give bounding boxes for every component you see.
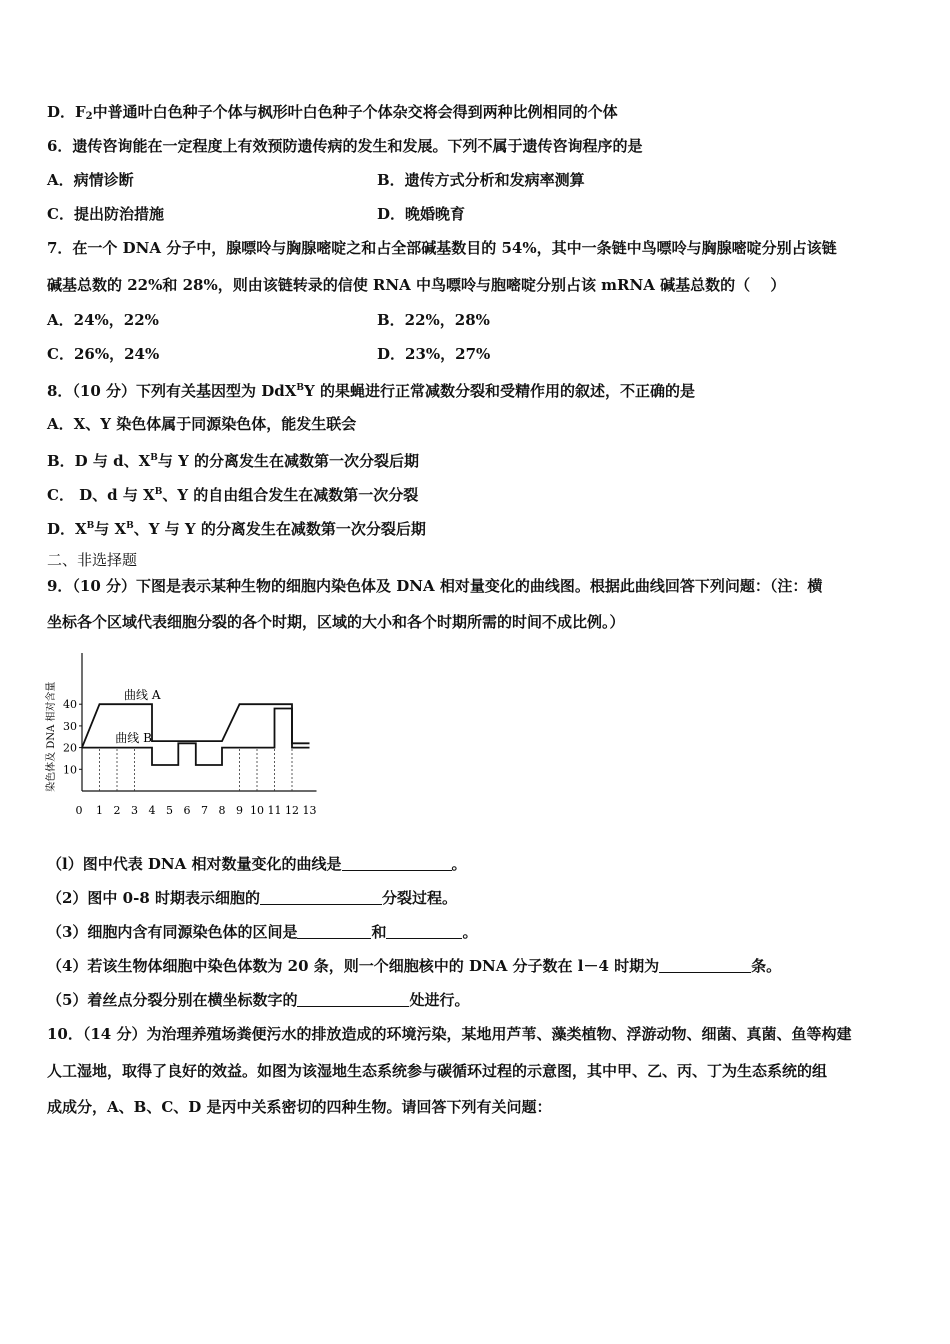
section-heading: 二、非选择题 xyxy=(47,551,138,569)
chromosome-dna-chart xyxy=(40,645,360,820)
y-axis-label: 染色体及 DNA 相对含量 xyxy=(46,681,57,792)
x-tick-label: 3 xyxy=(131,804,138,817)
x-tick-label: 8 xyxy=(218,804,226,817)
x-tick-label: 11 xyxy=(267,804,282,817)
option-8d: D．$X^B$与 $X^B$、Y 与 Y 的分离发生在减数第一次分裂后期 xyxy=(47,520,426,538)
x-tick-label: 7 xyxy=(201,804,208,817)
answer-blank[interactable] xyxy=(386,924,462,939)
x-tick-label: 2 xyxy=(113,804,121,817)
question-9-sub5: （5）着丝点分裂分别在横坐标数字的 处进行。 xyxy=(47,991,470,1009)
option-6d: D．晚婚晚育 xyxy=(377,205,466,223)
question-9-sub4: （4）若该生物体细胞中染色体数为 20 条，则一个细胞核中的 DNA 分子数在 l－4 时期为 条。 xyxy=(47,957,782,975)
option-6c: C．提出防治措施 xyxy=(47,205,164,223)
x-tick-label: 10 xyxy=(250,804,264,817)
x-tick-label: 1 xyxy=(96,804,103,817)
y-tick-label: 40 xyxy=(63,698,77,712)
x-tick-label: 13 xyxy=(302,804,317,817)
series-label-a: 曲线 A xyxy=(124,687,161,702)
option-7b: B．22%，28% xyxy=(377,311,490,329)
question-9-sub2: （2）图中 0-8 时期表示细胞的 分裂过程。 xyxy=(47,889,457,907)
option-6a: A．病情诊断 xyxy=(47,171,134,189)
option-7d: D．23%，27% xyxy=(377,345,491,363)
y-tick-label: 20 xyxy=(63,741,77,755)
x-tick-label: 9 xyxy=(236,804,243,817)
question-9-line1: 9．（10 分）下图是表示某种生物的细胞内染色体及 DNA 相对量变化的曲线图。根据此曲线回答下列问题：（注：横 xyxy=(47,577,823,595)
option-8a: A．X、Y 染色体属于同源染色体，能发生联会 xyxy=(47,415,357,433)
answer-blank[interactable] xyxy=(342,856,452,871)
option-7a: A．24%，22% xyxy=(47,311,159,329)
x-tick-label: 5 xyxy=(166,804,173,817)
x-tick-label: 6 xyxy=(183,804,191,817)
question-9-sub1: （l）图中代表 DNA 相对数量变化的曲线是 。 xyxy=(47,855,467,873)
option-8c: C． D、d 与 $X^B$、Y 的自由组合发生在减数第一次分裂 xyxy=(47,486,419,504)
question-8: 8．（10 分）下列有关基因型为 DdX$^B$Y 的果蝇进行正常减数分裂和受精作用的叙述，不正确的是 xyxy=(47,382,695,400)
question-6: 6．遗传咨询能在一定程度上有效预防遗传病的发生和发展。下列不属于遗传咨询程序的是 xyxy=(47,137,643,155)
option-5d: D．$F_2$中普通叶白色种子个体与枫形叶白色种子个体杂交将会得到两种比例相同的个体 xyxy=(47,103,618,122)
x-tick-label: 0 xyxy=(75,804,83,817)
x-tick-label: 4 xyxy=(148,804,156,817)
question-9-sub3: （3）细胞内含有同源染色体的区间是 和 。 xyxy=(47,923,478,941)
answer-blank[interactable] xyxy=(297,992,409,1007)
option-6b: B．遗传方式分析和发病率测算 xyxy=(377,171,585,189)
question-10-line3: 成成分，A、B、C、D 是丙中关系密切的四种生物。请回答下列有关问题： xyxy=(47,1098,552,1116)
question-10-line2: 人工湿地，取得了良好的效益。如图为该湿地生态系统参与碳循环过程的示意图，其中甲、乙、丙、丁为生态系统的组 xyxy=(47,1062,828,1080)
question-7-line2: 碱基总数的 22%和 28%，则由该链转录的信使 RNA 中鸟嘌呤与胞嘧啶分别占该 mRNA 碱基总数的（ ） xyxy=(47,276,786,294)
question-7-line1: 7．在一个 DNA 分子中，腺嘌呤与胸腺嘧啶之和占全部碱基数目的 54%，其中一条链中鸟嘌呤与胸腺嘧啶分别占该链 xyxy=(47,239,837,257)
answer-blank[interactable] xyxy=(297,924,371,939)
question-9-line2: 坐标各个区域代表细胞分裂的各个时期，区域的大小和各个时期所需的时间不成比例。） xyxy=(47,613,625,631)
answer-blank[interactable] xyxy=(260,890,382,905)
x-tick-label: 12 xyxy=(285,804,299,817)
question-10-line1: 10．（14 分）为治理养殖场粪便污水的排放造成的环境污染，某地用芦苇、藻类植物、浮游动物、细菌、真菌、鱼等构建 xyxy=(47,1025,852,1043)
option-8b: B．D 与 d、$X^B$与 Y 的分离发生在减数第一次分裂后期 xyxy=(47,452,420,470)
y-tick-label: 10 xyxy=(63,763,77,777)
option-7c: C．26%，24% xyxy=(47,345,160,363)
y-tick-label: 30 xyxy=(63,719,77,733)
series-label-b: 曲线 B xyxy=(115,731,152,746)
answer-blank[interactable] xyxy=(659,958,751,973)
